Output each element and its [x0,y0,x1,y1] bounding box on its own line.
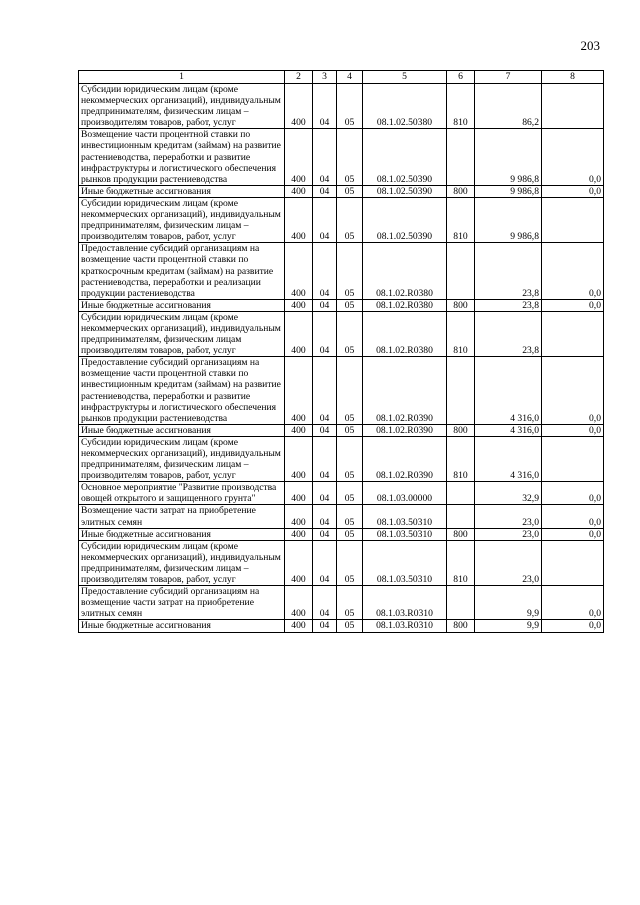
header-cell: 5 [363,71,447,84]
subsection-a-cell: 04 [313,311,337,356]
expense-type-cell [447,586,475,620]
row-name-cell: Иные бюджетные ассигнования [79,528,285,540]
section-code-cell: 400 [285,185,313,197]
subsection-a-cell: 04 [313,185,337,197]
table-row [79,528,604,540]
section-code-cell: 400 [285,505,313,528]
subsection-b-cell: 05 [337,620,363,632]
section-code-cell: 400 [285,357,313,425]
amount-cell: 23,0 [475,528,542,540]
section-code-cell: 400 [285,620,313,632]
header-cell: 4 [337,71,363,84]
expense-type-cell [447,505,475,528]
table-body [79,71,604,633]
table-row [79,299,604,311]
target-article-cell: 08.1.02.50380 [363,84,447,129]
table-row [79,243,604,299]
target-article-cell: 08.1.02.R0380 [363,299,447,311]
subsection-b-cell: 05 [337,540,363,585]
table-row [79,540,604,585]
subsection-a-cell: 04 [313,482,337,505]
target-article-cell: 08.1.03.50310 [363,505,447,528]
target-article-cell: 08.1.02.R0390 [363,436,447,481]
subsection-b-cell: 05 [337,357,363,425]
amount-2-cell: 0,0 [542,357,604,425]
header-cell: 1 [79,71,285,84]
table-row [79,505,604,528]
section-code-cell: 400 [285,482,313,505]
target-article-cell: 08.1.02.R0380 [363,243,447,299]
amount-2-cell: 0,0 [542,586,604,620]
section-code-cell: 400 [285,528,313,540]
subsection-a-cell: 04 [313,505,337,528]
subsection-a-cell: 04 [313,620,337,632]
table-row [79,586,604,620]
subsection-a-cell: 04 [313,424,337,436]
amount-2-cell [542,436,604,481]
section-code-cell: 400 [285,129,313,185]
subsection-b-cell: 05 [337,311,363,356]
subsection-b-cell: 05 [337,185,363,197]
table-row [79,197,604,242]
expense-type-cell [447,482,475,505]
target-article-cell: 08.1.03.R0310 [363,586,447,620]
expense-type-cell: 810 [447,84,475,129]
row-name-cell: Предоставление субсидий организациям на возмещение части затрат на приобретение элитных семян [79,586,285,620]
row-name-cell: Субсидии юридическим лицам (кроме некоммерческих организаций), индивидуальным предпринимателям, физическим лицам производителям товаров, работ, услуг [79,311,285,356]
target-article-cell: 08.1.02.R0380 [363,311,447,356]
subsection-b-cell: 05 [337,482,363,505]
expense-type-cell: 800 [447,620,475,632]
subsection-a-cell: 04 [313,586,337,620]
table-row [79,436,604,481]
target-article-cell: 08.1.03.R0310 [363,620,447,632]
expense-type-cell: 810 [447,311,475,356]
subsection-a-cell: 04 [313,84,337,129]
section-code-cell: 400 [285,586,313,620]
subsection-b-cell: 05 [337,84,363,129]
amount-2-cell: 0,0 [542,528,604,540]
subsection-a-cell: 04 [313,129,337,185]
row-name-cell: Иные бюджетные ассигнования [79,620,285,632]
budget-table [78,70,604,633]
row-name-cell: Предоставление субсидий организациям на возмещение части процентной ставки по краткосрочным кредитам (займам) на развитие растениеводства, переработки и реализации продукции растениеводства [79,243,285,299]
subsection-a-cell: 04 [313,357,337,425]
row-name-cell: Субсидии юридическим лицам (кроме некоммерческих организаций), индивидуальным предпринимателям, физическим лицам – производителям товаров, работ, услуг [79,197,285,242]
expense-type-cell: 800 [447,185,475,197]
table-row [79,620,604,632]
amount-cell: 9 986,8 [475,129,542,185]
subsection-b-cell: 05 [337,505,363,528]
subsection-b-cell: 05 [337,586,363,620]
amount-2-cell: 0,0 [542,482,604,505]
subsection-a-cell: 04 [313,299,337,311]
subsection-b-cell: 05 [337,243,363,299]
page-number: 203 [580,38,600,53]
amount-cell: 9,9 [475,586,542,620]
subsection-b-cell: 05 [337,129,363,185]
amount-cell: 4 316,0 [475,436,542,481]
row-name-cell: Иные бюджетные ассигнования [79,424,285,436]
row-name-cell: Субсидии юридическим лицам (кроме некоммерческих организаций), индивидуальным предпринимателям, физическим лицам – производителям товаров, работ, услуг [79,84,285,129]
subsection-b-cell: 05 [337,436,363,481]
amount-cell: 86,2 [475,84,542,129]
subsection-a-cell: 04 [313,243,337,299]
amount-cell: 9 986,8 [475,185,542,197]
row-name-cell: Основное мероприятие "Развитие производства овощей открытого и защищенного грунта" [79,482,285,505]
section-code-cell: 400 [285,424,313,436]
amount-2-cell: 0,0 [542,505,604,528]
expense-type-cell: 810 [447,540,475,585]
row-name-cell: Субсидии юридическим лицам (кроме некоммерческих организаций), индивидуальным предпринимателям, физическим лицам – производителям товаров, работ, услуг [79,540,285,585]
row-name-cell: Субсидии юридическим лицам (кроме некоммерческих организаций), индивидуальным предпринимателям, физическим лицам – производителям товаров, работ, услуг [79,436,285,481]
subsection-a-cell: 04 [313,197,337,242]
amount-2-cell [542,311,604,356]
section-code-cell: 400 [285,84,313,129]
amount-cell: 23,0 [475,540,542,585]
expense-type-cell: 800 [447,528,475,540]
header-row [79,71,604,84]
table-row [79,482,604,505]
target-article-cell: 08.1.02.R0390 [363,424,447,436]
table-row [79,84,604,129]
amount-cell: 4 316,0 [475,424,542,436]
subsection-a-cell: 04 [313,540,337,585]
target-article-cell: 08.1.03.50310 [363,528,447,540]
amount-cell: 23,0 [475,505,542,528]
row-name-cell: Предоставление субсидий организациям на возмещение части процентной ставки по инвестиционным кредитам (займам) на развитие растениеводства, переработки и развитие инфраструктуры и логистического обеспечения рынков продукции растениеводства [79,357,285,425]
section-code-cell: 400 [285,243,313,299]
amount-cell: 4 316,0 [475,357,542,425]
amount-cell: 9 986,8 [475,197,542,242]
section-code-cell: 400 [285,299,313,311]
subsection-b-cell: 05 [337,528,363,540]
header-cell: 6 [447,71,475,84]
expense-type-cell [447,357,475,425]
section-code-cell: 400 [285,197,313,242]
subsection-b-cell: 05 [337,299,363,311]
amount-2-cell [542,540,604,585]
table-row [79,357,604,425]
subsection-b-cell: 05 [337,424,363,436]
amount-2-cell [542,197,604,242]
row-name-cell: Возмещение части процентной ставки по инвестиционным кредитам (займам) на развитие растениеводства, переработки и развитие инфраструктуры и логистического обеспечения рынков продукции растениеводства [79,129,285,185]
subsection-a-cell: 04 [313,436,337,481]
expense-type-cell [447,243,475,299]
target-article-cell: 08.1.03.50310 [363,540,447,585]
expense-type-cell: 810 [447,197,475,242]
expense-type-cell: 800 [447,424,475,436]
amount-cell: 32,9 [475,482,542,505]
header-cell: 2 [285,71,313,84]
target-article-cell: 08.1.02.50390 [363,129,447,185]
table-row [79,129,604,185]
section-code-cell: 400 [285,436,313,481]
amount-2-cell: 0,0 [542,129,604,185]
table-row [79,311,604,356]
expense-type-cell: 800 [447,299,475,311]
table-row [79,424,604,436]
amount-cell: 9,9 [475,620,542,632]
amount-2-cell: 0,0 [542,299,604,311]
header-cell: 8 [542,71,604,84]
header-cell: 3 [313,71,337,84]
amount-2-cell: 0,0 [542,424,604,436]
table-row [79,185,604,197]
target-article-cell: 08.1.02.50390 [363,197,447,242]
target-article-cell: 08.1.02.50390 [363,185,447,197]
amount-2-cell: 0,0 [542,185,604,197]
expense-type-cell [447,129,475,185]
row-name-cell: Иные бюджетные ассигнования [79,299,285,311]
target-article-cell: 08.1.03.00000 [363,482,447,505]
section-code-cell: 400 [285,540,313,585]
header-cell: 7 [475,71,542,84]
amount-2-cell: 0,0 [542,243,604,299]
row-name-cell: Иные бюджетные ассигнования [79,185,285,197]
subsection-b-cell: 05 [337,197,363,242]
amount-2-cell: 0,0 [542,620,604,632]
target-article-cell: 08.1.02.R0390 [363,357,447,425]
section-code-cell: 400 [285,311,313,356]
amount-cell: 23,8 [475,243,542,299]
subsection-a-cell: 04 [313,528,337,540]
amount-2-cell [542,84,604,129]
row-name-cell: Возмещение части затрат на приобретение элитных семян [79,505,285,528]
amount-cell: 23,8 [475,311,542,356]
amount-cell: 23,8 [475,299,542,311]
expense-type-cell: 810 [447,436,475,481]
